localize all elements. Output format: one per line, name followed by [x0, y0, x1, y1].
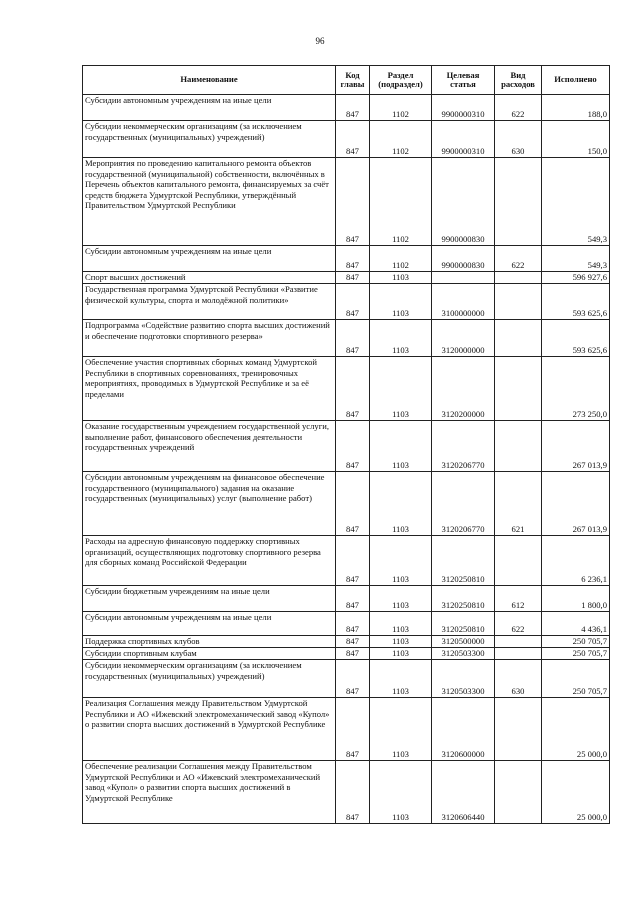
row-section: 1103 — [370, 586, 432, 612]
table-row — [83, 284, 610, 320]
header-code: Код главы — [336, 66, 370, 95]
row-done: 273 250,0 — [542, 357, 610, 421]
row-done: 267 013,9 — [542, 472, 610, 536]
row-target: 9900000830 — [432, 246, 495, 272]
row-name: Расходы на адресную финансовую поддержку спортивных организаций, осуществляющих подготовку спортивного резерва для сборных команд Российской Федерации — [83, 536, 336, 586]
row-type: 630 — [495, 660, 542, 698]
table-row — [83, 586, 610, 612]
budget-table — [82, 65, 610, 824]
row-done: 250 705,7 — [542, 648, 610, 660]
row-name: Субсидии бюджетным учреждениям на иные цели — [83, 586, 336, 612]
row-target: 3120606440 — [432, 761, 495, 824]
row-section: 1103 — [370, 320, 432, 357]
table-row — [83, 472, 610, 536]
row-section: 1103 — [370, 357, 432, 421]
table-row — [83, 648, 610, 660]
row-target: 3120206770 — [432, 421, 495, 472]
row-done: 593 625,6 — [542, 284, 610, 320]
row-name: Обеспечение участия спортивных сборных команд Удмуртской Республики в спортивных соревнованиях, тренировочных мероприятиях, проводимых в Удмуртской Республике и за её пределами — [83, 357, 336, 421]
row-type: 630 — [495, 121, 542, 158]
row-section: 1103 — [370, 698, 432, 761]
row-type — [495, 284, 542, 320]
row-target — [432, 272, 495, 284]
row-done: 596 927,6 — [542, 272, 610, 284]
row-code: 847 — [336, 586, 370, 612]
row-target: 3100000000 — [432, 284, 495, 320]
header-name: Наименование — [83, 66, 336, 95]
row-section: 1103 — [370, 421, 432, 472]
row-code: 847 — [336, 95, 370, 121]
row-section: 1103 — [370, 472, 432, 536]
table-row — [83, 320, 610, 357]
table-row — [83, 612, 610, 636]
row-done: 188,0 — [542, 95, 610, 121]
row-name: Оказание государственным учреждением государственной услуги, выполнение работ, финансового обеспечения деятельности государственных учреждений — [83, 421, 336, 472]
table-row — [83, 121, 610, 158]
row-section: 1103 — [370, 536, 432, 586]
row-done: 267 013,9 — [542, 421, 610, 472]
row-target: 3120000000 — [432, 320, 495, 357]
row-type: 612 — [495, 586, 542, 612]
row-done: 25 000,0 — [542, 698, 610, 761]
row-code: 847 — [336, 472, 370, 536]
header-target: Целевая статья — [432, 66, 495, 95]
row-target: 3120503300 — [432, 648, 495, 660]
row-name: Подпрограмма «Содействие развитию спорта высших достижений и обеспечение подготовки спортивного резерва» — [83, 320, 336, 357]
table-row — [83, 698, 610, 761]
row-code: 847 — [336, 536, 370, 586]
row-type — [495, 357, 542, 421]
table-row — [83, 421, 610, 472]
row-type — [495, 698, 542, 761]
row-type — [495, 636, 542, 648]
table-row — [83, 272, 610, 284]
table-row — [83, 95, 610, 121]
row-done: 549,3 — [542, 158, 610, 246]
row-done: 1 800,0 — [542, 586, 610, 612]
row-type — [495, 761, 542, 824]
header-row — [83, 66, 610, 95]
row-type — [495, 158, 542, 246]
row-section: 1102 — [370, 95, 432, 121]
row-name: Спорт высших достижений — [83, 272, 336, 284]
row-code: 847 — [336, 320, 370, 357]
row-name: Субсидии спортивным клубам — [83, 648, 336, 660]
page-number: 96 — [315, 36, 325, 46]
row-type — [495, 536, 542, 586]
row-type: 621 — [495, 472, 542, 536]
table-row — [83, 636, 610, 648]
row-type: 622 — [495, 95, 542, 121]
row-code: 847 — [336, 660, 370, 698]
row-name: Обеспечение реализации Соглашения между Правительством Удмуртской Республики и АО «Ижевский электромеханический завод «Купол» о развитии спорта высших достижений в Удмуртской Республике — [83, 761, 336, 824]
row-code: 847 — [336, 158, 370, 246]
row-target: 9900000310 — [432, 121, 495, 158]
row-section: 1102 — [370, 121, 432, 158]
row-code: 847 — [336, 421, 370, 472]
row-code: 847 — [336, 246, 370, 272]
row-done: 6 236,1 — [542, 536, 610, 586]
header-done: Исполнено — [542, 66, 610, 95]
row-done: 4 436,1 — [542, 612, 610, 636]
row-section: 1103 — [370, 636, 432, 648]
row-done: 250 705,7 — [542, 660, 610, 698]
row-section: 1103 — [370, 272, 432, 284]
row-target: 3120600000 — [432, 698, 495, 761]
row-name: Субсидии некоммерческим организациям (за исключением государственных (муниципальных) учреждений) — [83, 121, 336, 158]
header-section: Раздел (подраздел) — [370, 66, 432, 95]
row-section: 1102 — [370, 158, 432, 246]
row-target: 9900000310 — [432, 95, 495, 121]
row-code: 847 — [336, 612, 370, 636]
table-row — [83, 660, 610, 698]
row-target: 3120200000 — [432, 357, 495, 421]
row-type — [495, 421, 542, 472]
row-section: 1103 — [370, 761, 432, 824]
table-row — [83, 158, 610, 246]
row-name: Поддержка спортивных клубов — [83, 636, 336, 648]
row-code: 847 — [336, 284, 370, 320]
row-target: 3120503300 — [432, 660, 495, 698]
table-row — [83, 246, 610, 272]
row-name: Субсидии автономным учреждениям на финансовое обеспечение государственного (муниципального) задания на оказание государственных (муниципальных) услуг (выполнение работ) — [83, 472, 336, 536]
row-name: Субсидии автономным учреждениям на иные цели — [83, 612, 336, 636]
header-type: Вид расходов — [495, 66, 542, 95]
row-type — [495, 648, 542, 660]
row-section: 1103 — [370, 660, 432, 698]
row-code: 847 — [336, 121, 370, 158]
table-row — [83, 357, 610, 421]
row-target: 9900000830 — [432, 158, 495, 246]
row-type: 622 — [495, 246, 542, 272]
row-done: 250 705,7 — [542, 636, 610, 648]
row-target: 3120250810 — [432, 586, 495, 612]
row-code: 847 — [336, 272, 370, 284]
row-name: Мероприятия по проведению капитального ремонта объектов государственной (муниципальной) собственности, включённых в Перечень объектов капитального ремонта, финансируемых за счёт средств бюджета Удмуртской Республики, утверждённый Правительством Удмуртской Республики — [83, 158, 336, 246]
table-row — [83, 536, 610, 586]
row-target: 3120250810 — [432, 612, 495, 636]
row-code: 847 — [336, 636, 370, 648]
row-done: 549,3 — [542, 246, 610, 272]
row-name: Субсидии некоммерческим организациям (за исключением государственных (муниципальных) учреждений) — [83, 660, 336, 698]
row-target: 3120206770 — [432, 472, 495, 536]
row-name: Субсидии автономным учреждениям на иные цели — [83, 246, 336, 272]
row-type — [495, 320, 542, 357]
row-section: 1103 — [370, 648, 432, 660]
row-name: Субсидии автономным учреждениям на иные цели — [83, 95, 336, 121]
row-code: 847 — [336, 761, 370, 824]
row-code: 847 — [336, 698, 370, 761]
row-type — [495, 272, 542, 284]
row-name: Государственная программа Удмуртской Республики «Развитие физической культуры, спорта и молодёжной политики» — [83, 284, 336, 320]
row-type: 622 — [495, 612, 542, 636]
row-done: 25 000,0 — [542, 761, 610, 824]
row-section: 1103 — [370, 612, 432, 636]
row-section: 1102 — [370, 246, 432, 272]
row-done: 150,0 — [542, 121, 610, 158]
table-row — [83, 761, 610, 824]
row-target: 3120250810 — [432, 536, 495, 586]
row-section: 1103 — [370, 284, 432, 320]
row-code: 847 — [336, 648, 370, 660]
row-code: 847 — [336, 357, 370, 421]
row-name: Реализация Соглашения между Правительством Удмуртской Республики и АО «Ижевский электромеханический завод «Купол» о развитии спорта высших достижений в Удмуртской Республике — [83, 698, 336, 761]
row-target: 3120500000 — [432, 636, 495, 648]
row-done: 593 625,6 — [542, 320, 610, 357]
